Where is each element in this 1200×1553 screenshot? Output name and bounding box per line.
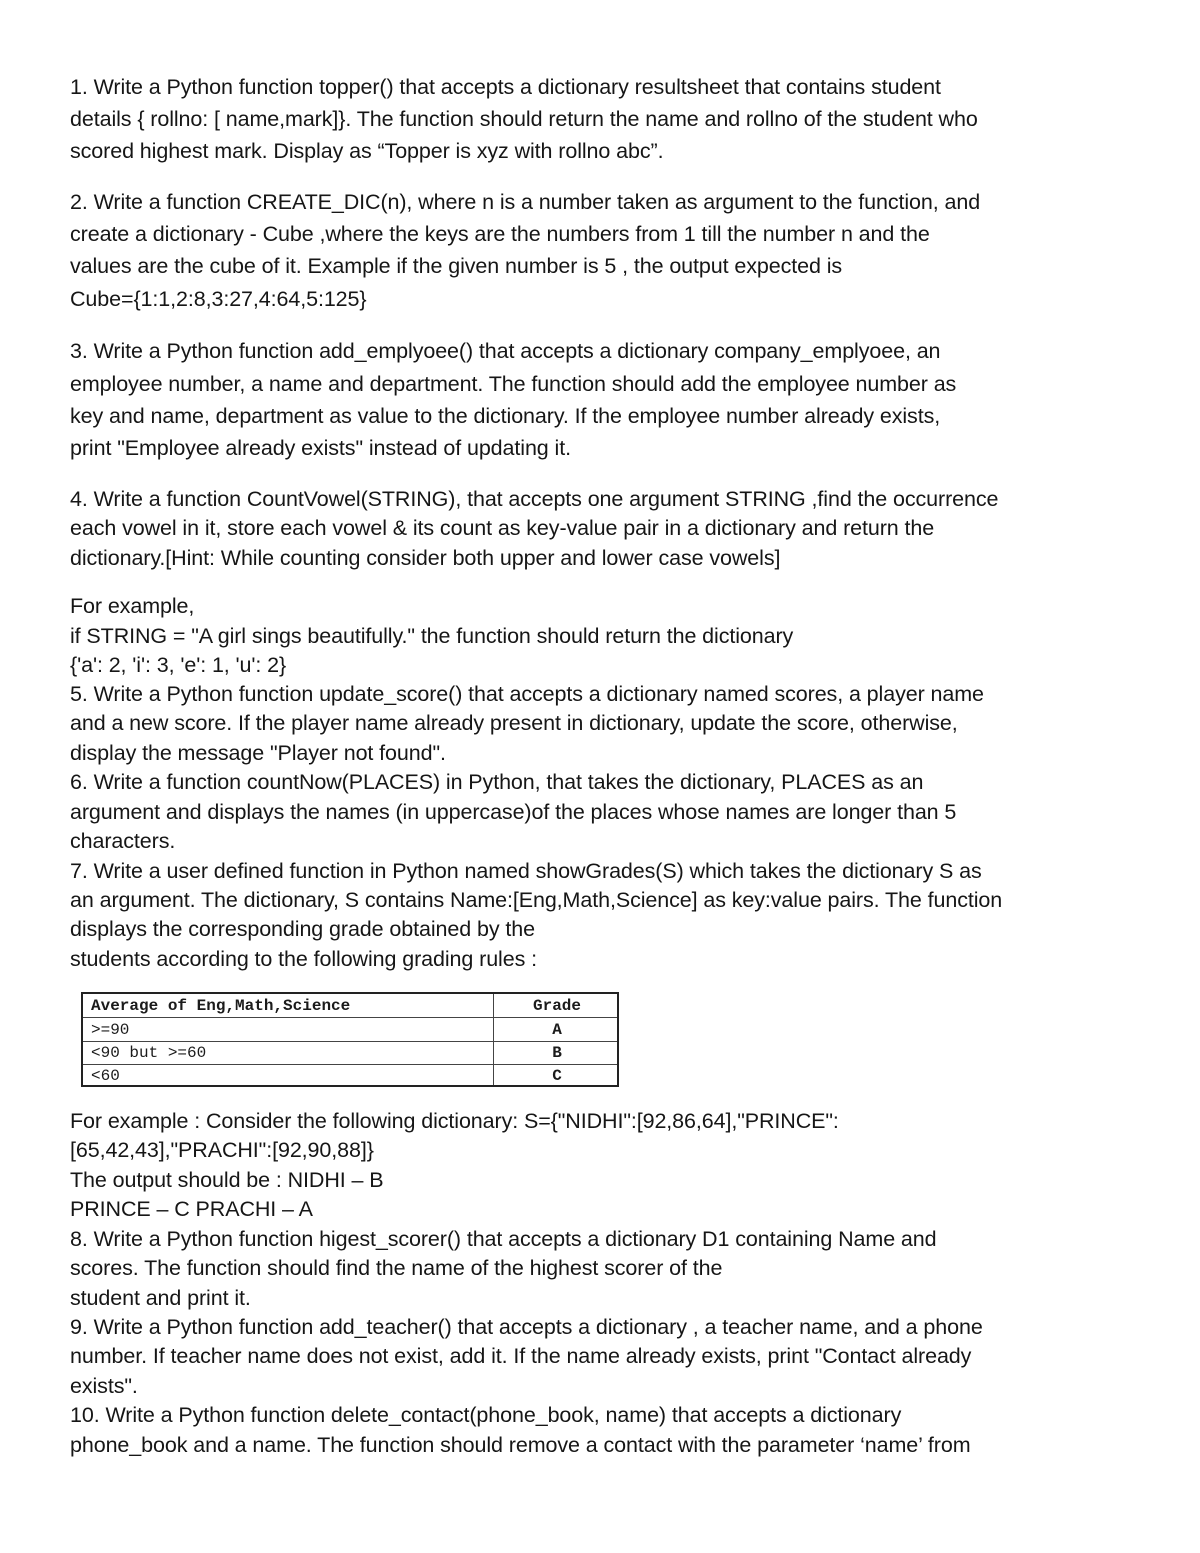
text-line: displays the corresponding grade obtained by the [70,917,535,941]
text-line: key and name, department as value to the dictionary. If the employee number already exists, [70,404,941,428]
text-line: employee number, a name and department. The function should add the employee number as [70,372,957,396]
text-line: an argument. The dictionary, S contains Name:[Eng,Math,Science] as key:value pairs. The function [70,888,1003,912]
text-line: 3. Write a Python function add_emplyoee() that accepts a dictionary company_emplyoee, an [70,339,941,363]
text-line: 10. Write a Python function delete_contact(phone_book, name) that accepts a dictionary [70,1403,902,1427]
table-cell-range: <60 [91,1067,120,1085]
table-header-grade: Grade [532,997,581,1015]
text-line: [65,42,43],"PRACHI":[92,90,88]} [70,1138,374,1162]
text-line: 9. Write a Python function add_teacher() that accepts a dictionary , a teacher name, and a phone [70,1315,983,1339]
text-line: create a dictionary - Cube ,where the keys are the numbers from 1 till the number n and the [70,222,930,246]
text-line: exists". [70,1374,138,1398]
table-cell-grade: C [552,1067,562,1085]
text-line: 1. Write a Python function topper() that accepts a dictionary resultsheet that contains student [70,75,941,99]
table-cell-range: <90 but >=60 [91,1044,207,1062]
text-line: 4. Write a function CountVowel(STRING), that accepts one argument STRING ,find the occurrence [70,487,999,511]
text-line: phone_book and a name. The function should remove a contact with the parameter ‘name’ from [70,1433,971,1457]
text-line: print "Employee already exists" instead of updating it. [70,436,571,460]
text-line: 2. Write a function CREATE_DIC(n), where n is a number taken as argument to the function, and [70,190,981,214]
text-line: 8. Write a Python function higest_scorer() that accepts a dictionary D1 containing Name and [70,1227,937,1251]
text-line: dictionary.[Hint: While counting consider both upper and lower case vowels] [70,546,781,570]
text-line: argument and displays the names (in uppercase)of the places whose names are longer than 5 [70,800,957,824]
table-header-row [83,994,617,1018]
text-line: number. If teacher name does not exist, add it. If the name already exists, print "Contact already [70,1344,972,1368]
table-cell-grade: A [552,1021,562,1039]
text-line: details { rollno: [ name,mark]}. The function should return the name and rollno of the student who [70,107,978,131]
table-row [83,1041,617,1065]
table-cell-range: >=90 [91,1021,130,1039]
table-row [83,1018,617,1042]
grading-rules-table [81,992,619,1087]
text-line: student and print it. [70,1286,251,1310]
table-cell-grade: B [552,1044,562,1062]
text-line: and a new score. If the player name already present in dictionary, update the score, otherwise, [70,711,958,735]
text-line: 6. Write a function countNow(PLACES) in Python, that takes the dictionary, PLACES as an [70,770,924,794]
table-row [83,1064,617,1088]
text-line: For example : Consider the following dictionary: S={"NIDHI":[92,86,64],"PRINCE": [70,1109,839,1133]
text-line: {'a': 2, 'i': 3, 'e': 1, 'u': 2} [70,653,287,677]
text-line: 5. Write a Python function update_score() that accepts a dictionary named scores, a player name [70,682,984,706]
text-line: values are the cube of it. Example if the given number is 5 , the output expected is [70,254,843,278]
text-line: Cube={1:1,2:8,3:27,4:64,5:125} [70,287,367,311]
text-line: scored highest mark. Display as “Topper is xyz with rollno abc”. [70,139,664,163]
text-line: display the message "Player not found". [70,741,446,765]
text-line: 7. Write a user defined function in Python named showGrades(S) which takes the dictionary S as [70,859,982,883]
text-line: PRINCE – C PRACHI – A [70,1197,313,1221]
text-line: The output should be : NIDHI – B [70,1168,384,1192]
text-line: scores. The function should find the name of the highest scorer of the [70,1256,723,1280]
text-line: if STRING = "A girl sings beautifully." the function should return the dictionary [70,624,794,648]
text-line: each vowel in it, store each vowel & its count as key-value pair in a dictionary and return the [70,516,935,540]
text-line: students according to the following grading rules : [70,947,537,971]
text-line: characters. [70,829,176,853]
text-line: For example, [70,594,195,618]
table-header-average: Average of Eng,Math,Science [91,997,351,1015]
